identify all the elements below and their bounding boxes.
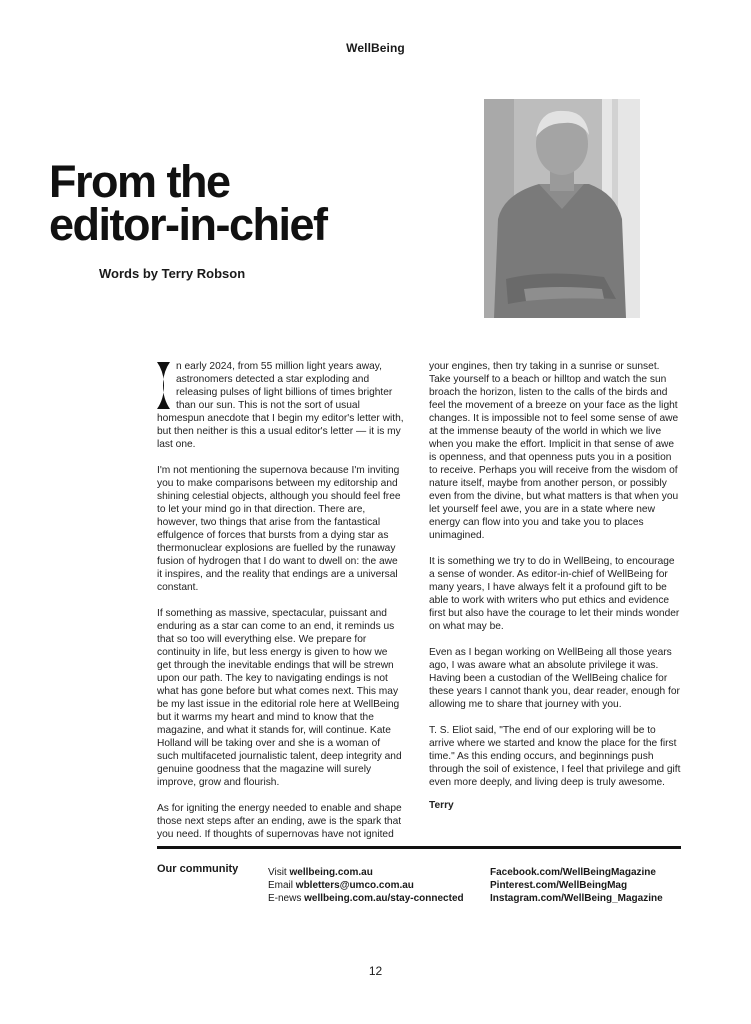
title-line-1: From the [49,156,230,207]
pinterest-link[interactable]: Pinterest.com/WellBeingMag [490,880,628,891]
instagram-link[interactable]: Instagram.com/WellBeing_Magazine [490,893,663,904]
email-link[interactable]: wbletters@umco.com.au [295,880,414,891]
email-line: Email wbletters@umco.com.au [268,880,414,891]
title-line-2: editor-in-chief [49,199,327,250]
paragraph: I'm not mentioning the supernova because I'm inviting you to make comparisons between my editorship and shining celestial objects, although you should feel free to let your mind go in that direction. There are, however, two things that arise from the fantastical effulgence of forces that bursts from a dying star as thermonuclear explosions are fuelled by the runaway fusion of hydrogen that I do want to dwell on: the awe it inspires, and the reality that endings are a universal constant. [157,465,401,593]
paragraph: n early 2024, from 55 million light years away, astronomers detected a star exploding and releasing pulses of light billions of times brighter than our sun. This is not the sort of usual homespun anecdote that I begin my editor's letter with, but then neither is this a usual editor's letter — it is my last one. [157,361,404,450]
paragraph: Even as I began working on WellBeing all those years ago, I was aware what an absolute privilege it was. Having been a custodian of the WellBeing chalice for these years I cannot thank you, dear reader, enough for allowing me to share that journey with you. [429,647,680,710]
contact-links [268,866,464,905]
paragraph: It is something we try to do in WellBeing, to encourage a sense of wonder. As editor-in-chief of WellBeing for many years, I have always felt it a profound gift to be able to work with writers who put ethics and evidence first but also have the courage to let their minds wonder on what may be. [429,556,680,632]
drop-cap-i [157,362,170,409]
paragraph: As for igniting the energy needed to enable and shape those next steps after an ending, awe is the spark that you need. If thoughts of supernovas have not ignited [157,803,402,840]
footer-divider [157,846,681,849]
community-label: Our community [157,863,239,875]
social-links [490,866,663,905]
editor-portrait [484,99,640,318]
byline: Words by Terry Robson [99,266,246,281]
paragraph: T. S. Eliot said, "The end of our exploring will be to arrive where we started and know the place for the first time." As this ending occurs, and beginnings push through the soil of existence, I feel that privilege and gift even more deeply, and living deep is truly awesome. [429,725,681,788]
page-number: 12 [368,964,383,978]
signoff: Terry [429,800,454,811]
page-title [49,156,327,250]
article-column-1 [157,360,404,854]
facebook-link[interactable]: Facebook.com/WellBeingMagazine [490,867,656,878]
enews-line: E-news wellbeing.com.au/stay-connected [268,893,464,904]
article-column-2 [429,360,681,812]
visit-line: Visit wellbeing.com.au [268,867,373,878]
website-link[interactable]: wellbeing.com.au [289,867,373,878]
magazine-brand: WellBeing [346,41,405,55]
paragraph: your engines, then try taking in a sunrise or sunset. Take yourself to a beach or hilltop and watch the sun broach the horizon, listen to the calls of the birds and feel the movement of a breeze on your face as the light changes. It is impossible not to feel some sense of awe at the immense beauty of the world in which we live when you make the effort. Implicit in that sense of awe is openness, and that openness puts you in a position to receive. Perhaps you will receive from the wisdom of nature itself, maybe from another person, or possibly even from the divine, but what matters is that when you let yourself feel awe, you are in a state where new energy can flow into you and take you to places unimagined. [429,361,679,541]
paragraph: If something as massive, spectacular, puissant and enduring as a star can come to an end, it reminds us that so too will everything else. We prepare for continuity in life, but less energy is given to how we get through the inevitable endings that will be strewn upon our path. The key to navigating endings is not what has gone before but what comes next. This may be my last issue in the editorial role here at WellBeing but it warms my heart and mind to know that the magazine, and what it stands for, will continue. Kate Holland will be taking over and she is a woman of such multifaceted journalistic talent, deep integrity and genuine goodness that the magazine will surely improve, grow and flourish. [157,608,402,788]
enews-link[interactable]: wellbeing.com.au/stay-connected [304,893,464,904]
